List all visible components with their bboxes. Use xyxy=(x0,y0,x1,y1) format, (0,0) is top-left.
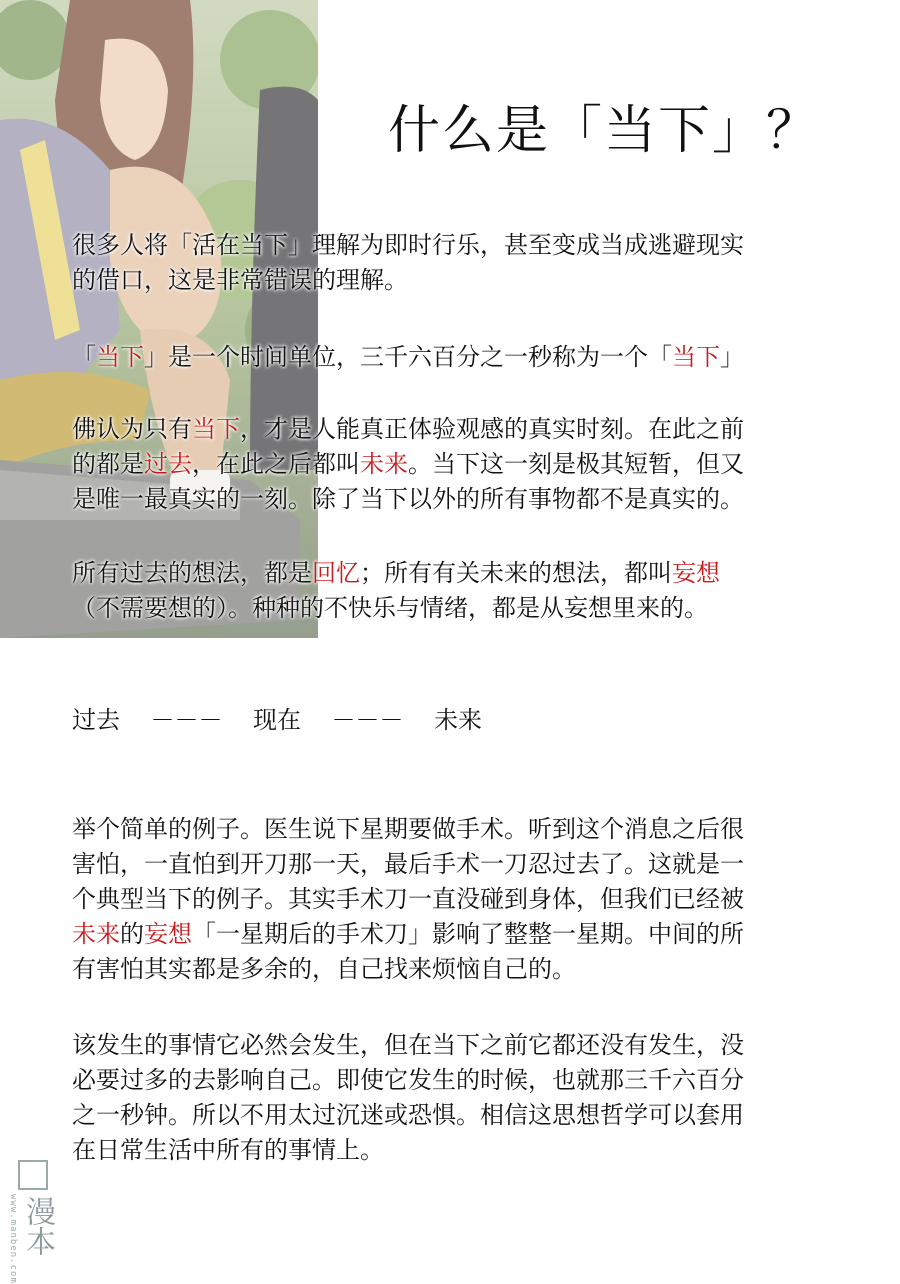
paragraph-example xyxy=(72,812,852,987)
text-line: （不需要想的）。种种的不快乐与情绪，都是从妄想里来的。 xyxy=(72,594,708,622)
timeline-dash: －－－ xyxy=(150,706,223,734)
highlight-term: 当下 xyxy=(672,343,720,371)
timeline-past: 过去 xyxy=(72,706,120,734)
watermark-logo-icon xyxy=(18,1160,48,1190)
timeline-future: 未来 xyxy=(434,706,483,734)
highlight-term: 妄想 xyxy=(672,559,720,587)
text-line: 的借口，这是非常错误的理解。 xyxy=(72,266,408,294)
highlight-term: 未来 xyxy=(360,450,408,478)
text-line: 有害怕其实都是多余的，自己找来烦恼自己的。 xyxy=(72,955,576,983)
text-line xyxy=(72,556,852,591)
highlight-term: 回忆 xyxy=(312,559,360,587)
text-segment: 「一星期后的手术刀」影响了整整一星期。中间的所 xyxy=(192,920,744,948)
highlight-term: 当下 xyxy=(192,415,240,443)
text-line: 之一秒钟。所以不用太过沉迷或恐惧。相信这思想哲学可以套用 xyxy=(72,1101,744,1129)
text-segment: ，在此之后都叫 xyxy=(192,450,360,478)
watermark-url: www.manben.com xyxy=(8,1194,18,1284)
text-line: 举个简单的例子。医生说下星期要做手术。听到这个消息之后很 xyxy=(72,815,744,843)
text-line: 该发生的事情它必然会发生，但在当下之前它都还没有发生，没 xyxy=(72,1031,744,1059)
paragraph-intro xyxy=(72,228,852,298)
timeline-now: 现在 xyxy=(253,706,302,734)
highlight-term: 未来 xyxy=(72,920,120,948)
text-line: 很多人将「活在当下」理解为即时行乐，甚至变成当成逃避现实 xyxy=(72,231,744,259)
text-line: 个典型当下的例子。其实手术刀一直没碰到身体，但我们已经被 xyxy=(72,885,744,913)
text-line xyxy=(72,447,852,482)
text-line xyxy=(72,340,852,375)
text-segment: ，才是人能真正体验观感的真实时刻。在此之前 xyxy=(240,415,744,443)
text-segment: 「 xyxy=(72,343,96,371)
text-line: 在日常生活中所有的事情上。 xyxy=(72,1136,384,1164)
paragraph-conclusion xyxy=(72,1028,852,1168)
text-line: 害怕，一直怕到开刀那一天，最后手术一刀忍过去了。这就是一 xyxy=(72,850,744,878)
text-line xyxy=(72,917,852,952)
timeline xyxy=(72,700,482,735)
site-watermark xyxy=(8,1160,55,1284)
text-segment: 所有过去的想法，都是 xyxy=(72,559,312,587)
text-segment: ；所有有关未来的想法，都叫 xyxy=(360,559,672,587)
paragraph-thoughts xyxy=(72,556,852,626)
text-segment: 。当下这一刻是极其短暂，但又 xyxy=(408,450,744,478)
text-segment: 佛认为只有 xyxy=(72,415,192,443)
highlight-term: 妄想 xyxy=(144,920,192,948)
timeline-dash: －－－ xyxy=(331,706,404,734)
text-segment: 」 xyxy=(720,343,744,371)
paragraph-definition xyxy=(72,340,852,375)
text-line: 必要过多的去影响自己。即使它发生的时候，也就那三千六百分 xyxy=(72,1066,744,1094)
text-line: 是唯一最真实的一刻。除了当下以外的所有事物都不是真实的。 xyxy=(72,485,744,513)
manga-illustration xyxy=(0,0,318,638)
text-segment: 」是一个时间单位，三千六百分之一秒称为一个「 xyxy=(144,343,672,371)
page-title: 什么是「当下」？ xyxy=(388,101,821,161)
text-line xyxy=(72,412,852,447)
highlight-term: 过去 xyxy=(144,450,192,478)
watermark-logo-text: 漫本 xyxy=(20,1196,55,1256)
paragraph-buddha xyxy=(72,412,852,517)
text-segment: 的 xyxy=(120,920,144,948)
text-segment: 的都是 xyxy=(72,450,144,478)
highlight-term: 当下 xyxy=(96,343,144,371)
